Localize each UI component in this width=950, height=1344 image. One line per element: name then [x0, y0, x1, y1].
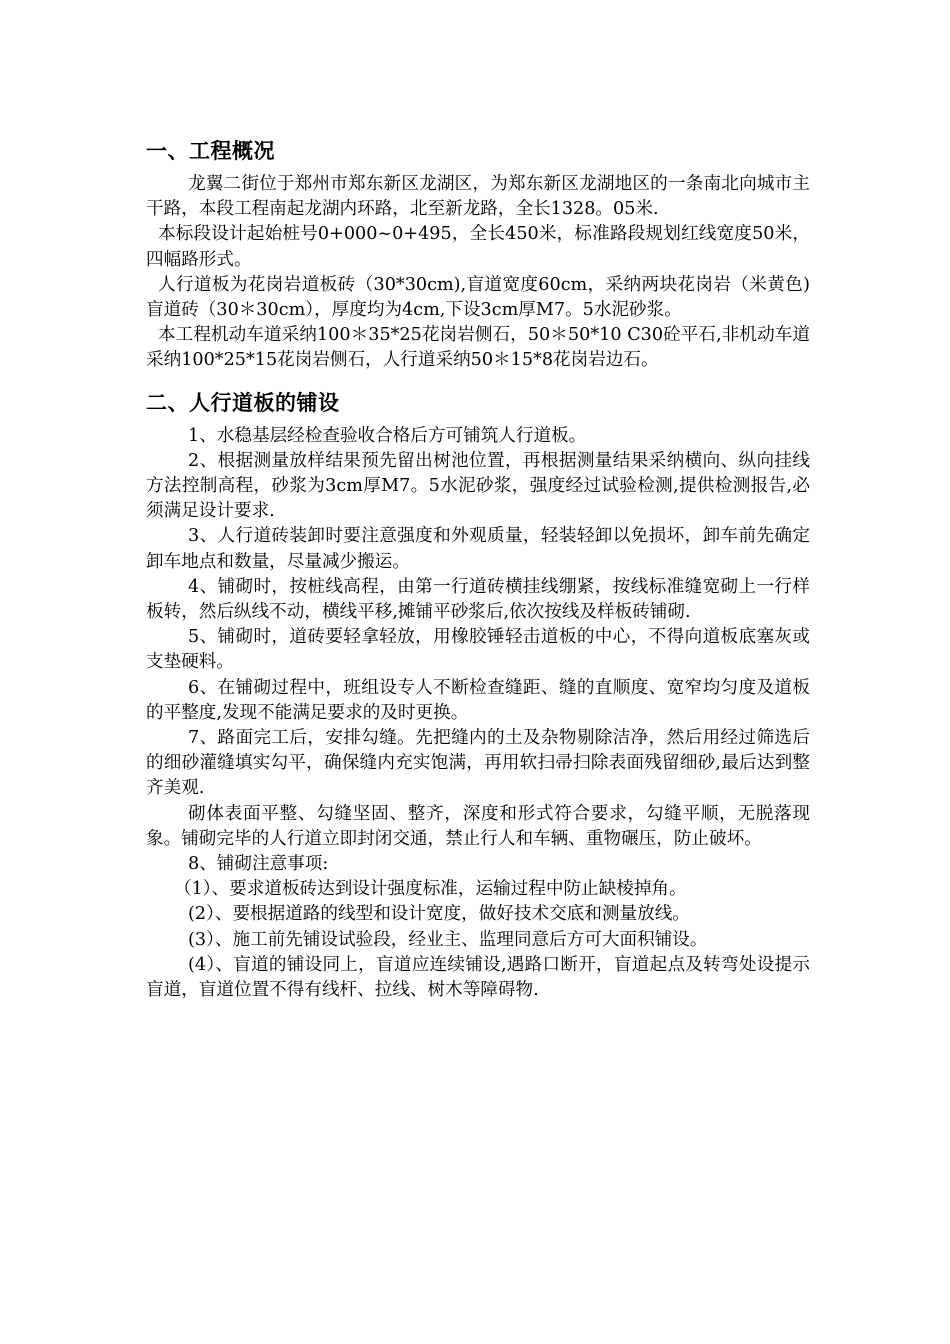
paving-paragraph-6: 6、在铺砌过程中，班组设专人不断检查缝距、缝的直顺度、宽窄均匀度及道板的平整度,发现不能满足要求的及时更换。 [146, 677, 810, 723]
section-heading-paving: 二、人行道板的铺设 [146, 390, 340, 415]
paving-note-2: (2）、要根据道路的线型和设计宽度，做好技术交底和测量放线。 [188, 904, 690, 925]
paving-note-1: （1）、要求道板砖达到设计强度标准，运输过程中防止缺棱掉角。 [174, 879, 687, 900]
paving-paragraph-quality: 砌体表面平整、勾缝坚固、整齐，深度和形式符合要求，勾缝平顺，无脱落现象。铺砌完毕的人行道立即封闭交通，禁止行人和车辆、重物碾压，防止破坏。 [146, 803, 810, 849]
document-page [146, 134, 810, 1003]
paving-note-3: (3）、施工前先铺设试验段，经业主、监理同意后方可大面积铺设。 [188, 929, 708, 950]
paving-paragraph-8: 8、铺砌注意事项: [188, 854, 329, 875]
paving-paragraph-5: 5、铺砌时，道砖要轻拿轻放，用橡胶锤轻击道板的中心，不得向道板底塞灰或支垫硬料。 [146, 627, 810, 673]
overview-paragraph-sidewalk-tiles: 人行道板为花岗岩道板砖（30*30cm),盲道宽度60cm，采纳两块花岗岩（米黄色)盲道砖（30＊30cm），厚度均为4cm,下设3cm厚M7。5水泥砂浆。 [146, 274, 810, 321]
paving-paragraph-3: 3、人行道砖装卸时要注意强度和外观质量，轻装轻卸以免损坏，卸车前先确定卸车地点和数量，尽量减少搬运。 [146, 526, 810, 572]
paving-paragraph-7: 7、路面完工后，安排勾缝。先把缝内的土及杂物剔除洁净，然后用经过筛选后的细砂灌缝填实勾平，确保缝内充实饱满，再用软扫帚扫除表面残留细砂,最后达到整齐美观. [146, 728, 810, 799]
paving-paragraph-2: 2、根据测量放样结果预先留出树池位置，再根据测量结果采纳横向、纵向挂线方法控制高程，砂浆为3cm厚M7。5水泥砂浆，强度经过试验检测,提供检测报告,必须满足设计要求. [146, 450, 810, 522]
overview-paragraph-section-design: 本标段设计起始桩号0+000~0+495，全长450米，标准路段规划红线宽度50米，四幅路形式。 [146, 224, 810, 270]
section-heading-overview: 一、工程概况 [146, 139, 275, 163]
overview-paragraph-location: 龙翼二街位于郑州市郑东新区龙湖区，为郑东新区龙湖地区的一条南北向城市主干路，本段工程南起龙湖内环路，北至新龙路，全长1328。05米. [146, 174, 810, 220]
overview-paragraph-curbstones: 本工程机动车道采纳100＊35*25花岗岩侧石，50＊50*10 C30砼平石,非机动车道采纳100*25*15花岗岩侧石，人行道采纳50＊15*8花岗岩边石。 [146, 325, 810, 371]
paving-note-4: (4）、盲道的铺设同上，盲道应连续铺设,遇路口断开，盲道起点及转弯处设提示盲道，盲道位置不得有线杆、拉线、树木等障碍物. [146, 954, 810, 1001]
paving-paragraph-1: 1、水稳基层经检查验收合格后方可铺筑人行道板。 [188, 425, 587, 446]
paving-paragraph-4: 4、铺砌时，按桩线高程，由第一行道砖横挂线绷紧，按线标准缝宽砌上一行样板转，然后纵线不动，横线平移,摊铺平砂浆后,依次按线及样板砖铺砌. [146, 576, 810, 623]
